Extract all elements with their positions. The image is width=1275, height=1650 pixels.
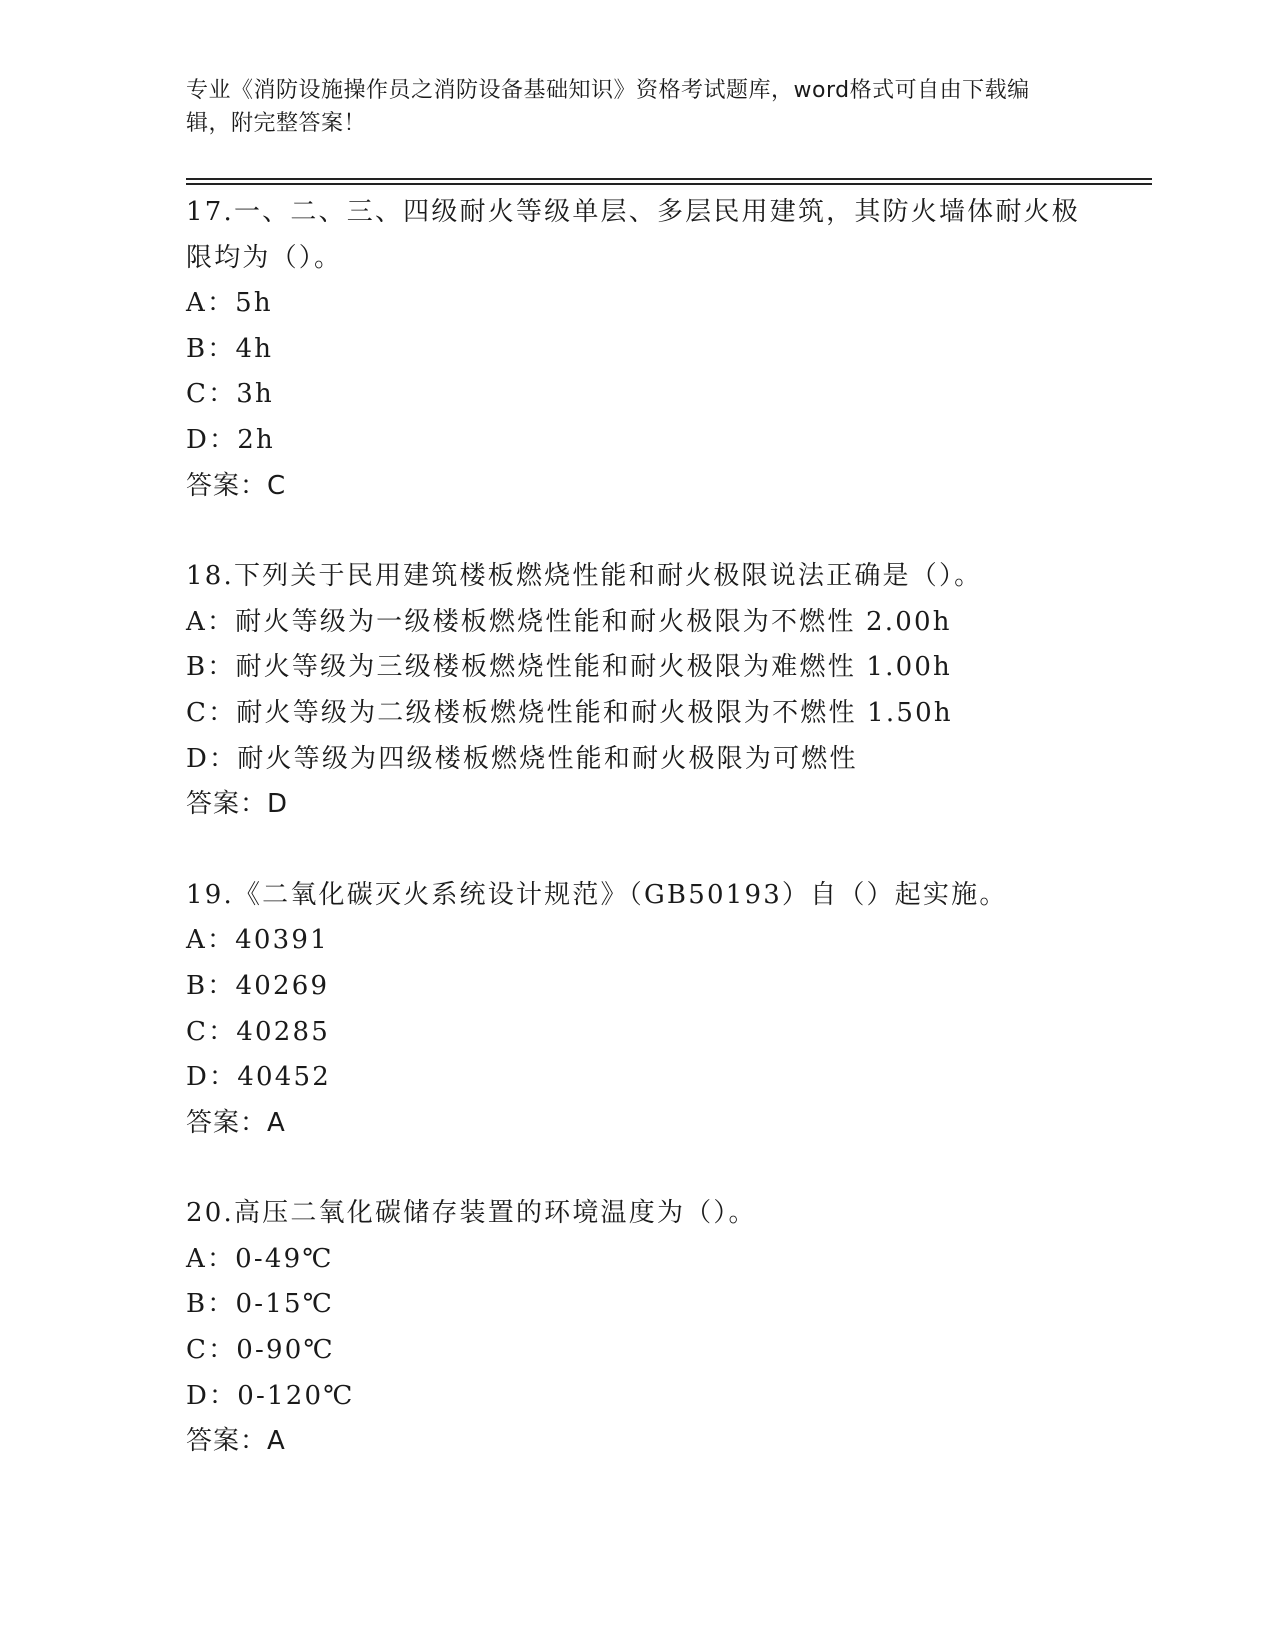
option-c: C：耐火等级为二级楼板燃烧性能和耐火极限为不燃性 1.50h: [186, 697, 953, 728]
document-header: 专业《消防设施操作员之消防设备基础知识》资格考试题库，word格式可自由下载编辑，附完整答案！: [186, 78, 1030, 136]
option-b: B：耐火等级为三级楼板燃烧性能和耐火极限为难燃性 1.00h: [186, 652, 953, 683]
option-c: C：40285: [186, 1016, 331, 1047]
question-stem: 20.高压二氧化碳储存装置的环境温度为（）。: [186, 1198, 757, 1229]
option-d: D：2h: [186, 424, 275, 455]
question-stem: 18.下列关于民用建筑楼板燃烧性能和耐火极限说法正确是（）。: [186, 561, 983, 592]
option-a: A：40391: [186, 925, 329, 956]
header-divider-bottom: [186, 183, 1152, 185]
option-a: A：5h: [186, 288, 273, 319]
question-list: [186, 190, 1106, 1510]
header-divider-top: [186, 178, 1152, 180]
option-c: C：0-90℃: [186, 1335, 335, 1366]
option-d: D：0-120℃: [186, 1380, 355, 1411]
question-19: [186, 873, 1106, 1147]
option-b: B：4h: [186, 333, 274, 364]
question-20: [186, 1191, 1106, 1465]
option-d: D：40452: [186, 1062, 331, 1093]
option-c: C：3h: [186, 379, 274, 410]
question-17: [186, 190, 1106, 509]
answer-label: 答案：D: [186, 789, 289, 820]
question-stem: 17.一、二、三、四级耐火等级单层、多层民用建筑，其防火墙体耐火极限均为（）。: [186, 197, 1080, 273]
answer-label: 答案：A: [186, 1426, 286, 1457]
option-d: D：耐火等级为四级楼板燃烧性能和耐火极限为可燃性: [186, 743, 858, 774]
question-18: [186, 554, 1106, 828]
option-a: A：0-49℃: [186, 1243, 334, 1274]
answer-label: 答案：C: [186, 470, 287, 501]
question-stem: 19.《二氧化碳灭火系统设计规范》（GB50193）自（）起实施。: [186, 879, 1008, 910]
option-a: A：耐火等级为一级楼板燃烧性能和耐火极限为不燃性 2.00h: [186, 606, 952, 637]
option-b: B：0-15℃: [186, 1289, 335, 1320]
option-b: B：40269: [186, 970, 330, 1001]
answer-label: 答案：A: [186, 1107, 286, 1138]
